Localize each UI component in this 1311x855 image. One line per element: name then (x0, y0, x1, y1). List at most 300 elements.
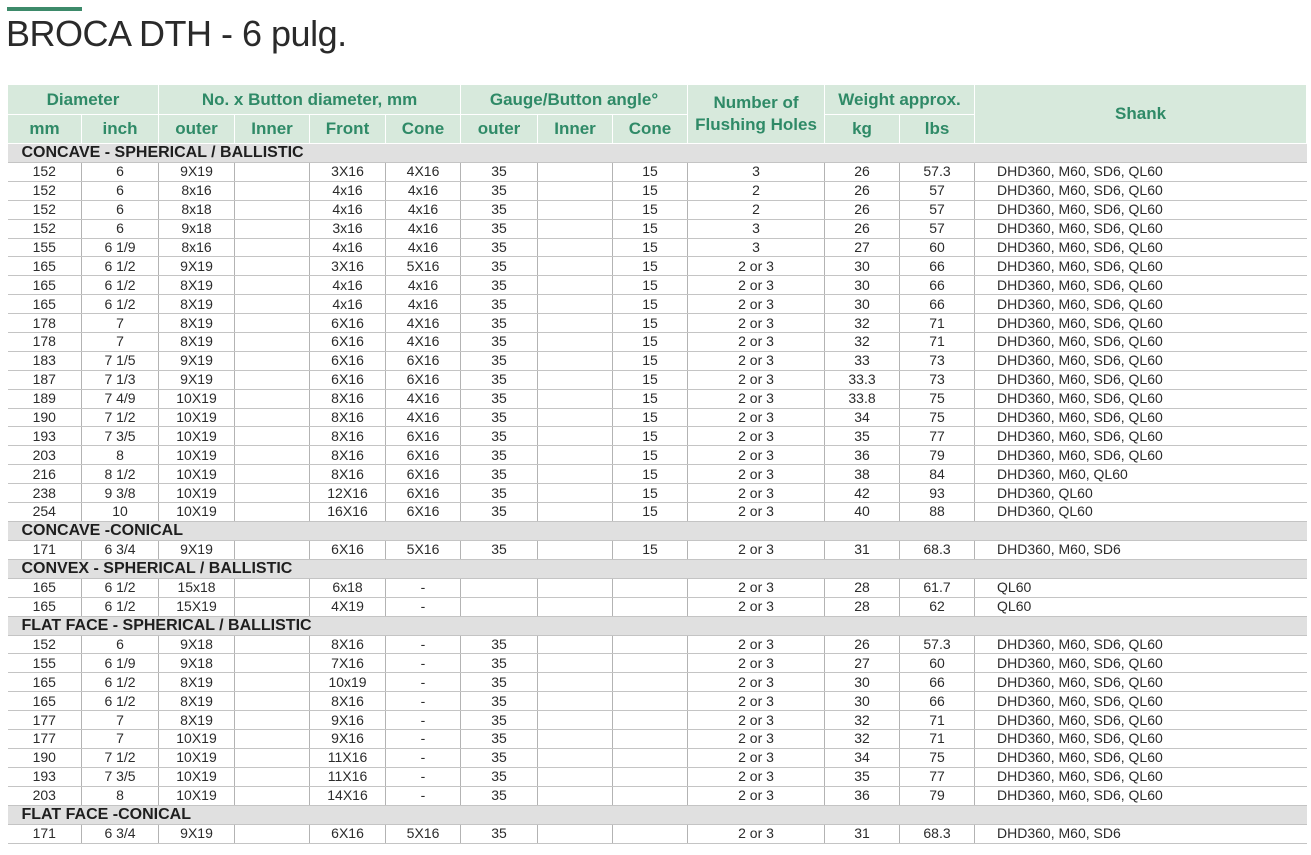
cell-button-cone: 4X16 (386, 389, 461, 408)
cell-weight-kg: 34 (825, 408, 900, 427)
cell-flushing-holes: 2 or 3 (688, 824, 825, 843)
cell-button-outer: 8X19 (159, 673, 235, 692)
cell-angle-cone: 15 (613, 446, 688, 465)
cell-angle-cone (613, 635, 688, 654)
cell-button-cone: - (386, 748, 461, 767)
cell-shank: DHD360, M60, SD6, QL60 (975, 730, 1307, 749)
cell-mm: 203 (8, 786, 82, 805)
cell-angle-inner (538, 635, 613, 654)
cell-angle-inner (538, 370, 613, 389)
cell-angle-cone: 15 (613, 200, 688, 219)
cell-button-outer: 9X19 (159, 370, 235, 389)
cell-weight-kg: 32 (825, 314, 900, 333)
cell-angle-outer: 35 (461, 711, 538, 730)
cell-button-inner (235, 503, 310, 522)
table-row (8, 578, 1307, 597)
header-diameter: Diameter (8, 85, 159, 115)
cell-button-cone: 6X16 (386, 503, 461, 522)
cell-shank: DHD360, M60, SD6, QL60 (975, 748, 1307, 767)
cell-angle-cone (613, 578, 688, 597)
cell-button-outer: 9X18 (159, 654, 235, 673)
cell-button-front: 8X16 (310, 389, 386, 408)
header-button-cone: Cone (386, 115, 461, 144)
cell-angle-inner (538, 465, 613, 484)
table-row (8, 786, 1307, 805)
cell-mm: 254 (8, 503, 82, 522)
cell-mm: 152 (8, 219, 82, 238)
table-row (8, 181, 1307, 200)
cell-mm: 165 (8, 597, 82, 616)
cell-angle-outer: 35 (461, 276, 538, 295)
cell-button-inner (235, 351, 310, 370)
header-kg: kg (825, 115, 900, 144)
cell-button-front: 4x16 (310, 200, 386, 219)
table-row (8, 465, 1307, 484)
cell-inch: 6 3/4 (82, 824, 159, 843)
cell-button-front: 9X16 (310, 711, 386, 730)
cell-weight-kg: 26 (825, 163, 900, 182)
cell-angle-inner (538, 748, 613, 767)
cell-angle-inner (538, 824, 613, 843)
cell-inch: 6 1/2 (82, 578, 159, 597)
table-row (8, 503, 1307, 522)
cell-button-outer: 9X19 (159, 824, 235, 843)
cell-button-cone: 4x16 (386, 295, 461, 314)
cell-angle-inner (538, 200, 613, 219)
table-row (8, 730, 1307, 749)
cell-button-front: 8X16 (310, 635, 386, 654)
cell-button-outer: 8X19 (159, 295, 235, 314)
cell-button-inner (235, 465, 310, 484)
cell-flushing-holes: 2 (688, 200, 825, 219)
header-button-inner: Inner (235, 115, 310, 144)
cell-button-cone: - (386, 654, 461, 673)
cell-angle-outer: 35 (461, 238, 538, 257)
cell-button-cone: 5X16 (386, 257, 461, 276)
cell-mm: 152 (8, 163, 82, 182)
cell-weight-kg: 32 (825, 730, 900, 749)
cell-mm: 177 (8, 711, 82, 730)
cell-flushing-holes: 2 or 3 (688, 597, 825, 616)
cell-angle-inner (538, 730, 613, 749)
cell-weight-lbs: 73 (900, 351, 975, 370)
table-row (8, 635, 1307, 654)
cell-angle-cone: 15 (613, 314, 688, 333)
cell-button-inner (235, 370, 310, 389)
table-row (8, 824, 1307, 843)
cell-weight-kg: 36 (825, 786, 900, 805)
cell-button-cone: 6X16 (386, 351, 461, 370)
cell-inch: 9 3/8 (82, 484, 159, 503)
table-row (8, 446, 1307, 465)
cell-angle-outer: 35 (461, 540, 538, 559)
cell-button-front: 6X16 (310, 351, 386, 370)
cell-angle-cone: 15 (613, 257, 688, 276)
cell-angle-inner (538, 578, 613, 597)
cell-button-inner (235, 181, 310, 200)
cell-angle-inner (538, 276, 613, 295)
cell-weight-kg: 38 (825, 465, 900, 484)
cell-inch: 6 1/9 (82, 654, 159, 673)
header-lbs: lbs (900, 115, 975, 144)
cell-flushing-holes: 2 or 3 (688, 654, 825, 673)
cell-weight-kg: 31 (825, 540, 900, 559)
cell-button-outer: 10X19 (159, 503, 235, 522)
cell-mm: 171 (8, 824, 82, 843)
cell-button-front: 12X16 (310, 484, 386, 503)
table-row (8, 654, 1307, 673)
cell-weight-lbs: 79 (900, 786, 975, 805)
cell-angle-inner (538, 238, 613, 257)
cell-shank: DHD360, QL60 (975, 503, 1307, 522)
cell-flushing-holes: 2 or 3 (688, 351, 825, 370)
cell-weight-kg: 32 (825, 333, 900, 352)
cell-angle-cone: 15 (613, 276, 688, 295)
page-title: BROCA DTH - 6 pulg. (6, 13, 347, 54)
cell-angle-outer: 35 (461, 314, 538, 333)
cell-weight-lbs: 73 (900, 370, 975, 389)
table-header (8, 85, 1307, 144)
cell-weight-kg: 33.3 (825, 370, 900, 389)
cell-weight-lbs: 66 (900, 673, 975, 692)
cell-button-outer: 10X19 (159, 427, 235, 446)
cell-angle-inner (538, 333, 613, 352)
cell-angle-outer: 35 (461, 446, 538, 465)
cell-mm: 190 (8, 408, 82, 427)
cell-button-outer: 8X19 (159, 333, 235, 352)
cell-button-outer: 9X19 (159, 163, 235, 182)
cell-button-front: 16X16 (310, 503, 386, 522)
header-inch: inch (82, 115, 159, 144)
cell-angle-outer: 35 (461, 351, 538, 370)
cell-inch: 6 (82, 181, 159, 200)
section-title: CONCAVE - SPHERICAL / BALLISTIC (8, 144, 1307, 163)
cell-inch: 8 1/2 (82, 465, 159, 484)
table-row (8, 597, 1307, 616)
cell-weight-kg: 28 (825, 597, 900, 616)
cell-button-outer: 8x16 (159, 238, 235, 257)
header-button-diameter: No. x Button diameter, mm (159, 85, 461, 115)
cell-angle-inner (538, 786, 613, 805)
cell-flushing-holes: 2 or 3 (688, 333, 825, 352)
cell-button-cone: 5X16 (386, 824, 461, 843)
cell-mm: 165 (8, 257, 82, 276)
cell-button-front: 4x16 (310, 276, 386, 295)
cell-button-front: 8X16 (310, 446, 386, 465)
cell-shank: DHD360, M60, SD6 (975, 824, 1307, 843)
cell-inch: 6 (82, 219, 159, 238)
header-button-front: Front (310, 115, 386, 144)
cell-shank: DHD360, M60, SD6, QL60 (975, 389, 1307, 408)
cell-weight-kg: 26 (825, 181, 900, 200)
cell-weight-lbs: 61.7 (900, 578, 975, 597)
cell-mm: 178 (8, 333, 82, 352)
cell-weight-lbs: 66 (900, 276, 975, 295)
cell-button-front: 9X16 (310, 730, 386, 749)
cell-flushing-holes: 2 or 3 (688, 295, 825, 314)
cell-weight-kg: 34 (825, 748, 900, 767)
cell-flushing-holes: 2 or 3 (688, 673, 825, 692)
cell-shank: DHD360, M60, SD6, QL60 (975, 654, 1307, 673)
cell-mm: 165 (8, 692, 82, 711)
cell-weight-kg: 30 (825, 276, 900, 295)
cell-button-outer: 10X19 (159, 446, 235, 465)
cell-angle-inner (538, 427, 613, 446)
header-button-outer: outer (159, 115, 235, 144)
cell-mm: 238 (8, 484, 82, 503)
cell-mm: 165 (8, 673, 82, 692)
cell-button-outer: 10X19 (159, 748, 235, 767)
cell-weight-kg: 35 (825, 427, 900, 446)
header-angle-outer: outer (461, 115, 538, 144)
cell-mm: 152 (8, 181, 82, 200)
cell-angle-inner (538, 351, 613, 370)
section-header-row (8, 521, 1307, 540)
cell-mm: 171 (8, 540, 82, 559)
cell-shank: DHD360, M60, SD6, QL60 (975, 408, 1307, 427)
cell-flushing-holes: 2 or 3 (688, 748, 825, 767)
cell-button-outer: 10X19 (159, 465, 235, 484)
table-row (8, 692, 1307, 711)
cell-weight-lbs: 75 (900, 748, 975, 767)
cell-angle-cone: 15 (613, 540, 688, 559)
cell-weight-lbs: 57.3 (900, 163, 975, 182)
cell-button-front: 6X16 (310, 370, 386, 389)
cell-angle-outer: 35 (461, 408, 538, 427)
table-row (8, 257, 1307, 276)
cell-inch: 6 3/4 (82, 540, 159, 559)
cell-inch: 6 1/2 (82, 692, 159, 711)
cell-angle-inner (538, 767, 613, 786)
cell-weight-lbs: 57.3 (900, 635, 975, 654)
cell-inch: 6 1/2 (82, 257, 159, 276)
cell-button-outer: 10X19 (159, 786, 235, 805)
cell-button-inner (235, 219, 310, 238)
cell-weight-lbs: 57 (900, 200, 975, 219)
cell-angle-inner (538, 219, 613, 238)
cell-angle-inner (538, 181, 613, 200)
cell-shank: DHD360, M60, SD6, QL60 (975, 333, 1307, 352)
table-row (8, 333, 1307, 352)
cell-button-inner (235, 200, 310, 219)
header-angle-cone: Cone (613, 115, 688, 144)
cell-angle-cone: 15 (613, 295, 688, 314)
cell-shank: DHD360, QL60 (975, 484, 1307, 503)
cell-angle-inner (538, 673, 613, 692)
cell-button-cone: 5X16 (386, 540, 461, 559)
table-row (8, 484, 1307, 503)
cell-angle-inner (538, 257, 613, 276)
section-header-row (8, 559, 1307, 578)
cell-angle-outer: 35 (461, 181, 538, 200)
cell-weight-kg: 26 (825, 635, 900, 654)
cell-flushing-holes: 2 or 3 (688, 276, 825, 295)
specs-table (7, 84, 1307, 844)
cell-button-front: 8X16 (310, 427, 386, 446)
cell-flushing-holes: 2 (688, 181, 825, 200)
cell-button-inner (235, 446, 310, 465)
cell-button-inner (235, 692, 310, 711)
cell-flushing-holes: 2 or 3 (688, 314, 825, 333)
cell-mm: 189 (8, 389, 82, 408)
table-row (8, 163, 1307, 182)
cell-weight-kg: 30 (825, 257, 900, 276)
cell-weight-kg: 28 (825, 578, 900, 597)
cell-angle-outer: 35 (461, 635, 538, 654)
cell-weight-lbs: 75 (900, 408, 975, 427)
cell-angle-outer: 35 (461, 295, 538, 314)
cell-button-cone: 6X16 (386, 370, 461, 389)
cell-inch: 7 3/5 (82, 767, 159, 786)
title-accent-bar (7, 7, 82, 11)
cell-angle-outer: 35 (461, 200, 538, 219)
table-row (8, 767, 1307, 786)
cell-flushing-holes: 2 or 3 (688, 730, 825, 749)
cell-angle-cone: 15 (613, 219, 688, 238)
cell-shank: DHD360, M60, SD6, QL60 (975, 163, 1307, 182)
cell-weight-lbs: 66 (900, 692, 975, 711)
cell-inch: 8 (82, 446, 159, 465)
cell-button-front: 4x16 (310, 295, 386, 314)
cell-angle-inner (538, 314, 613, 333)
cell-weight-lbs: 68.3 (900, 824, 975, 843)
cell-button-inner (235, 314, 310, 333)
table-row (8, 540, 1307, 559)
cell-angle-cone (613, 692, 688, 711)
cell-angle-cone (613, 654, 688, 673)
cell-angle-outer: 35 (461, 219, 538, 238)
cell-button-cone: 4X16 (386, 408, 461, 427)
cell-angle-inner (538, 692, 613, 711)
section-title: CONCAVE -CONICAL (8, 521, 1307, 540)
header-gauge-angle: Gauge/Button angle° (461, 85, 688, 115)
cell-inch: 8 (82, 786, 159, 805)
cell-angle-cone: 15 (613, 465, 688, 484)
cell-button-inner (235, 767, 310, 786)
cell-shank: DHD360, M60, SD6, QL60 (975, 767, 1307, 786)
cell-button-inner (235, 427, 310, 446)
cell-angle-outer: 35 (461, 692, 538, 711)
cell-button-cone: - (386, 635, 461, 654)
cell-inch: 7 1/2 (82, 748, 159, 767)
cell-angle-outer: 35 (461, 767, 538, 786)
table-row (8, 351, 1307, 370)
cell-shank: DHD360, M60, SD6, QL60 (975, 238, 1307, 257)
cell-flushing-holes: 2 or 3 (688, 540, 825, 559)
cell-button-inner (235, 163, 310, 182)
cell-mm: 190 (8, 748, 82, 767)
cell-shank: DHD360, M60, SD6, QL60 (975, 673, 1307, 692)
table-row (8, 711, 1307, 730)
cell-button-front: 7X16 (310, 654, 386, 673)
cell-flushing-holes: 2 or 3 (688, 711, 825, 730)
cell-mm: 178 (8, 314, 82, 333)
cell-button-front: 4x16 (310, 181, 386, 200)
cell-angle-outer: 35 (461, 748, 538, 767)
table-row (8, 276, 1307, 295)
cell-button-cone: 4X16 (386, 163, 461, 182)
cell-inch: 6 1/2 (82, 673, 159, 692)
cell-weight-lbs: 71 (900, 333, 975, 352)
cell-weight-kg: 35 (825, 767, 900, 786)
cell-weight-lbs: 77 (900, 427, 975, 446)
cell-angle-cone: 15 (613, 484, 688, 503)
cell-angle-outer: 35 (461, 163, 538, 182)
table-row (8, 408, 1307, 427)
cell-angle-outer: 35 (461, 333, 538, 352)
cell-shank: DHD360, M60, SD6, QL60 (975, 427, 1307, 446)
cell-angle-inner (538, 484, 613, 503)
cell-weight-lbs: 84 (900, 465, 975, 484)
cell-shank: DHD360, M60, QL60 (975, 465, 1307, 484)
cell-weight-kg: 31 (825, 824, 900, 843)
cell-angle-cone: 15 (613, 389, 688, 408)
cell-angle-cone: 15 (613, 408, 688, 427)
cell-button-front: 8X16 (310, 408, 386, 427)
cell-flushing-holes: 2 or 3 (688, 465, 825, 484)
cell-angle-inner (538, 408, 613, 427)
cell-button-outer: 10X19 (159, 408, 235, 427)
section-header-row (8, 805, 1307, 824)
cell-angle-inner (538, 711, 613, 730)
header-flushing-holes: Number of Flushing Holes (688, 85, 825, 144)
cell-inch: 10 (82, 503, 159, 522)
cell-button-outer: 9X19 (159, 540, 235, 559)
cell-shank: DHD360, M60, SD6, QL60 (975, 295, 1307, 314)
cell-mm: 155 (8, 654, 82, 673)
cell-button-inner (235, 597, 310, 616)
cell-angle-outer: 35 (461, 465, 538, 484)
cell-shank: DHD360, M60, SD6, QL60 (975, 276, 1307, 295)
cell-inch: 7 (82, 333, 159, 352)
cell-weight-kg: 30 (825, 692, 900, 711)
cell-button-cone: - (386, 711, 461, 730)
cell-flushing-holes: 2 or 3 (688, 578, 825, 597)
cell-angle-outer (461, 597, 538, 616)
table-row (8, 748, 1307, 767)
cell-flushing-holes: 2 or 3 (688, 692, 825, 711)
cell-button-outer: 9X19 (159, 351, 235, 370)
cell-weight-lbs: 66 (900, 295, 975, 314)
cell-inch: 7 1/5 (82, 351, 159, 370)
cell-button-front: 8X16 (310, 465, 386, 484)
cell-button-cone: 4x16 (386, 219, 461, 238)
cell-flushing-holes: 2 or 3 (688, 446, 825, 465)
cell-flushing-holes: 2 or 3 (688, 767, 825, 786)
cell-weight-kg: 33.8 (825, 389, 900, 408)
cell-button-front: 3X16 (310, 163, 386, 182)
cell-shank: DHD360, M60, SD6, QL60 (975, 314, 1307, 333)
cell-weight-lbs: 71 (900, 730, 975, 749)
cell-mm: 152 (8, 635, 82, 654)
cell-mm: 177 (8, 730, 82, 749)
cell-button-outer: 10X19 (159, 730, 235, 749)
cell-inch: 7 1/2 (82, 408, 159, 427)
cell-shank: DHD360, M60, SD6, QL60 (975, 692, 1307, 711)
cell-button-front: 3X16 (310, 257, 386, 276)
cell-angle-inner (538, 540, 613, 559)
cell-inch: 6 (82, 163, 159, 182)
cell-angle-cone: 15 (613, 163, 688, 182)
cell-angle-cone (613, 730, 688, 749)
header-weight: Weight approx. (825, 85, 975, 115)
cell-button-front: 6X16 (310, 333, 386, 352)
cell-flushing-holes: 3 (688, 163, 825, 182)
cell-button-inner (235, 635, 310, 654)
table-body (8, 144, 1307, 844)
cell-button-front: 11X16 (310, 748, 386, 767)
cell-mm: 193 (8, 427, 82, 446)
